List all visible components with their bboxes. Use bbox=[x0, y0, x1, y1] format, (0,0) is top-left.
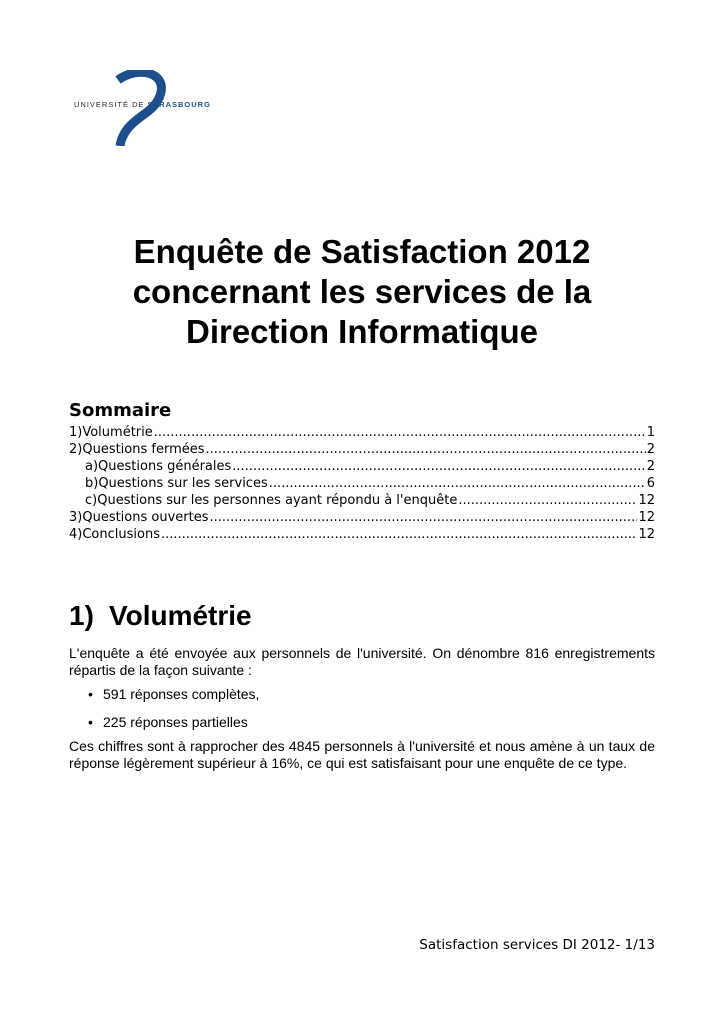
section-title: Volumétrie bbox=[109, 600, 252, 631]
bullet-list bbox=[88, 686, 259, 742]
toc-leader bbox=[210, 509, 638, 526]
section-heading-volumetrie bbox=[69, 600, 252, 632]
page-footer: Satisfaction services DI 2012- 1/13 bbox=[419, 937, 655, 953]
toc-entry-questions-personnes[interactable]: c) Questions sur les personnes ayant répondu à l'enquête ..... 12 bbox=[69, 492, 655, 509]
title-line-2: concernant les services de la bbox=[132, 273, 592, 310]
toc-entry-questions-generales[interactable]: a) Questions générales ..... 2 bbox=[69, 458, 655, 475]
toc-leader bbox=[154, 424, 646, 441]
toc-heading: Sommaire bbox=[69, 400, 172, 421]
title-line-1: Enquête de Satisfaction 2012 bbox=[133, 233, 591, 270]
bullet-icon: • bbox=[88, 686, 93, 702]
university-logo bbox=[70, 70, 240, 150]
toc-leader bbox=[458, 492, 637, 509]
toc-leader bbox=[161, 526, 637, 543]
document-title bbox=[70, 232, 654, 352]
bullet-icon: • bbox=[88, 714, 93, 730]
title-line-3: Direction Informatique bbox=[185, 313, 539, 350]
table-of-contents bbox=[69, 424, 655, 543]
toc-leader bbox=[269, 475, 646, 492]
toc-entry-questions-fermees[interactable]: 2) Questions fermées ..... 2 bbox=[69, 441, 655, 458]
logo-wordmark: UNIVERSITÉ DE STRASBOURG bbox=[74, 100, 211, 109]
paragraph-intro: L'enquête a été envoyée aux personnels de l'université. On dénombre 816 enregistrements répartis de la façon suivante : bbox=[69, 645, 655, 678]
toc-entry-questions-services[interactable]: b) Questions sur les services ..... 6 bbox=[69, 475, 655, 492]
section-number: 1) bbox=[69, 600, 94, 631]
list-item: • 591 réponses complètes, bbox=[88, 686, 260, 702]
paragraph-conclusion: Ces chiffres sont à rapprocher des 4845 personnels à l'université et nous amène à un taux de réponse légèrement supérieur à 16%, ce qui est satisfaisant pour une enquête de ce type. bbox=[69, 738, 655, 771]
list-item: • 225 réponses partielles bbox=[88, 714, 248, 730]
toc-entry-volumetrie[interactable]: 1) Volumétrie ..... 1 bbox=[69, 424, 655, 441]
toc-entry-conclusions[interactable]: 4) Conclusions ..... 12 bbox=[69, 526, 655, 543]
toc-leader bbox=[232, 458, 645, 475]
toc-leader bbox=[206, 441, 646, 458]
toc-entry-questions-ouvertes[interactable]: 3) Questions ouvertes ..... 12 bbox=[69, 509, 655, 526]
